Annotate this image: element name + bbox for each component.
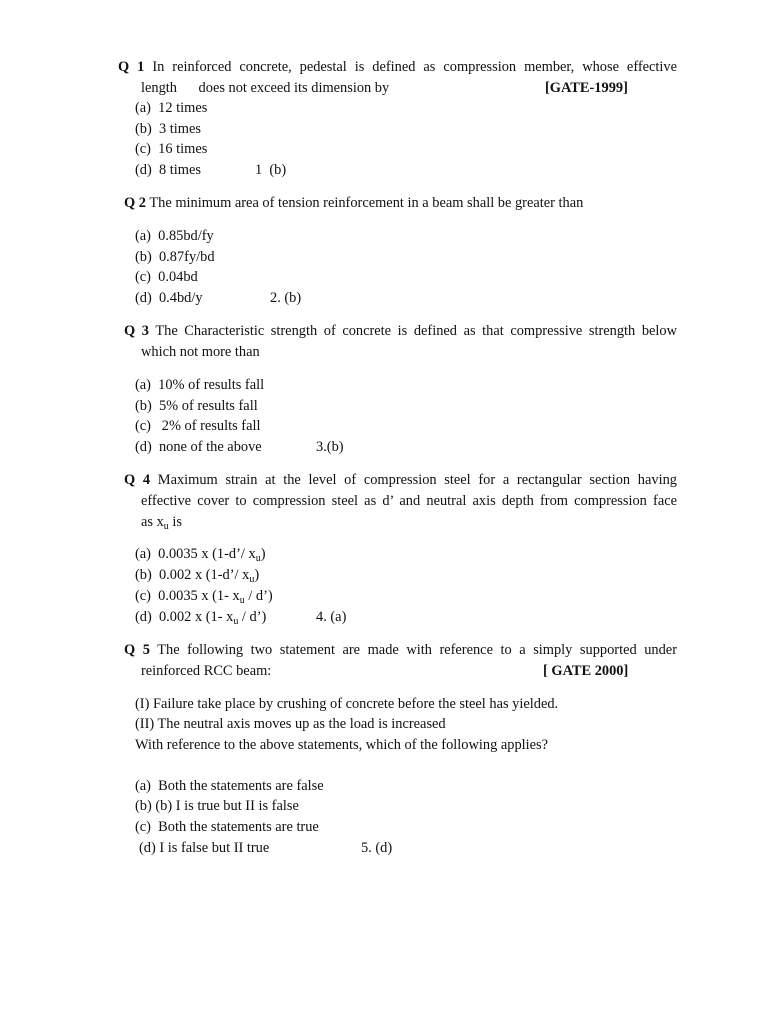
question-2-stem-text: The minimum area of tension reinforcement in a beam shall be greater than <box>149 195 584 211</box>
question-2-stem-line-1 <box>124 194 583 212</box>
question-4-stem-text: Maximum strain at the level of compression steel for a rectangular section having <box>157 472 677 488</box>
question-4-option-d: (d) 0.002 x (1- $x_u$ / d’) <box>135 609 267 627</box>
question-5-number: Q 5 <box>124 642 150 658</box>
question-3-stem-line-2: which not more than <box>141 344 260 360</box>
question-2-option-a: (a) 0.85bd/fy <box>135 228 214 244</box>
question-3-option-b: (b) 5% of results fall <box>135 398 258 414</box>
question-5-source: [ GATE 2000] <box>543 663 629 679</box>
question-4-number: Q 4 <box>124 472 151 488</box>
question-1-stem-line-2: length does not exceed its dimension by <box>141 80 390 96</box>
question-1-option-b: (b) 3 times <box>135 121 201 137</box>
question-3-number: Q 3 <box>124 323 149 339</box>
question-1-stem-line-1 <box>118 58 677 76</box>
question-1-option-a: (a) 12 times <box>135 100 208 116</box>
question-3-option-c: (c) 2% of results fall <box>135 418 261 434</box>
question-3-option-a: (a) 10% of results fall <box>135 377 265 393</box>
question-4-stem-line-2: effective cover to compression steel as d’ and neutral axis depth from compression face <box>141 493 677 509</box>
question-5-option-c: (c) Both the statements are true <box>135 819 319 835</box>
question-4-option-a: (a) 0.0035 x (1-d’/ $x_u$) <box>135 546 266 564</box>
question-5-statement-3: With reference to the above statements, which of the following applies? <box>135 737 549 753</box>
question-2-option-d: (d) 0.4bd/y <box>135 290 203 306</box>
question-2-option-b: (b) 0.87fy/bd <box>135 249 215 265</box>
question-1-source: [GATE-1999] <box>545 80 628 96</box>
question-1-option-c: (c) 16 times <box>135 141 208 157</box>
question-1-stem-text: In reinforced concrete, pedestal is defined as compression member, whose effective <box>152 59 677 75</box>
question-5-stem-line-1 <box>124 641 677 659</box>
question-5-statement-1: (I) Failure take place by crushing of concrete before the steel has yielded. <box>135 696 559 712</box>
question-4-stem-line-1 <box>124 471 677 489</box>
question-5-stem-text: The following two statement are made with reference to a simply supported under <box>157 642 677 658</box>
question-5-stem-line-2: reinforced RCC beam: <box>141 663 272 679</box>
question-1-option-d: (d) 8 times <box>135 162 201 178</box>
question-5-option-a: (a) Both the statements are false <box>135 778 324 794</box>
question-3-stem-text: The Characteristic strength of concrete is defined as that compressive strength below <box>155 323 677 339</box>
question-2-answer: 2. (b) <box>270 290 302 306</box>
question-3-answer: 3.(b) <box>316 439 344 455</box>
question-3-stem-line-1 <box>124 322 677 340</box>
question-4-option-b: (b) 0.002 x (1-d’/ $x_u$) <box>135 567 260 585</box>
question-2-option-c: (c) 0.04bd <box>135 269 198 285</box>
question-4-stem-line-3: as $x_u$ is <box>141 514 182 532</box>
question-3-option-d: (d) none of the above <box>135 439 262 455</box>
question-4-answer: 4. (a) <box>316 609 347 625</box>
question-1-answer: 1 (b) <box>255 162 287 178</box>
question-4-option-c: (c) 0.0035 x (1- $x_u$ / d’) <box>135 588 273 606</box>
question-2-number: Q 2 <box>124 195 146 211</box>
question-5-statement-2: (II) The neutral axis moves up as the load is increased <box>135 716 446 732</box>
question-5-answer: 5. (d) <box>361 840 393 856</box>
question-5-option-b: (b) (b) I is true but II is false <box>135 798 299 814</box>
question-5-option-d: (d) I is false but II true <box>139 840 270 856</box>
question-1-number: Q 1 <box>118 59 145 75</box>
